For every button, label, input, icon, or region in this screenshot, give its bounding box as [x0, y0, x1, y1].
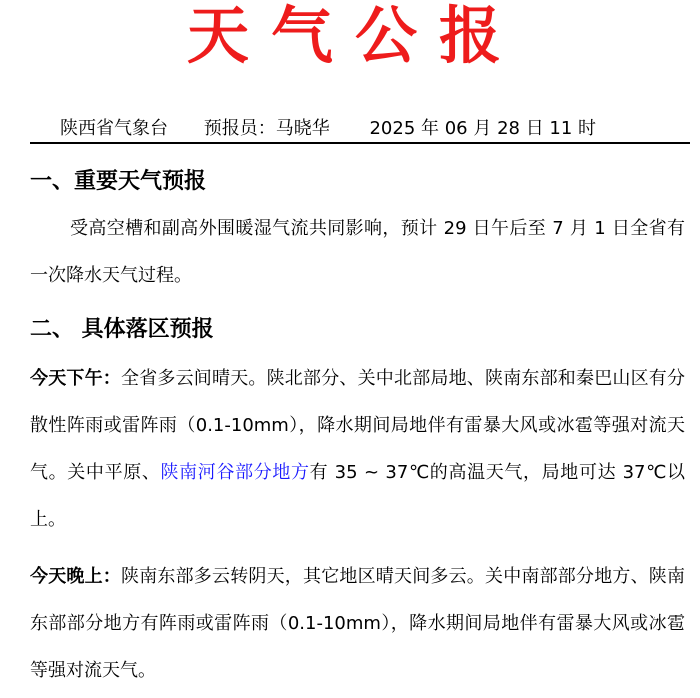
period-afternoon-label: 今天下午： — [30, 368, 121, 389]
issuer-line — [30, 116, 690, 144]
issue-time: 2025 年 06 月 28 日 11 时 — [369, 118, 597, 139]
period-afternoon-text-tail: 有 35 ~ 37℃的高温天气，局地可达 37℃以上。 — [30, 462, 686, 530]
period-afternoon-paragraph — [30, 355, 685, 543]
section-heading-important-forecast: 一、重要天气预报 — [30, 169, 207, 194]
section-heading-area-forecast: 二、 具体落区预报 — [30, 317, 214, 342]
issuer-agency: 陕西省气象台 — [60, 118, 168, 139]
period-evening-paragraph — [30, 553, 685, 694]
issuer-forecaster: 预报员：马晓华 — [203, 118, 330, 139]
bulletin-title: 天气公报 — [186, 0, 523, 72]
period-afternoon-text: 全省多云间晴天。陕北部分、关中北部局地、陕南东部和秦巴山区有分散性阵雨或雷阵雨（0.1-10mm），降水期间局地伴有雷暴大风或冰雹等强对流天气。关中平原、 — [30, 368, 685, 483]
highlighted-region: 陕南河谷部分地方 — [160, 462, 310, 483]
period-evening-text: 陕南东部多云转阴天，其它地区晴天间多云。关中南部部分地方、陕南东部部分地方有阵雨或雷阵雨（0.1-10mm），降水期间局地伴有雷暴大风或冰雹等强对流天气。 — [30, 566, 685, 681]
important-forecast-paragraph: 受高空槽和副高外围暖湿气流共同影响，预计 29 日午后至 7 月 1 日全省有一次降水天气过程。 — [30, 218, 685, 286]
period-evening-label: 今天晚上： — [30, 566, 121, 587]
